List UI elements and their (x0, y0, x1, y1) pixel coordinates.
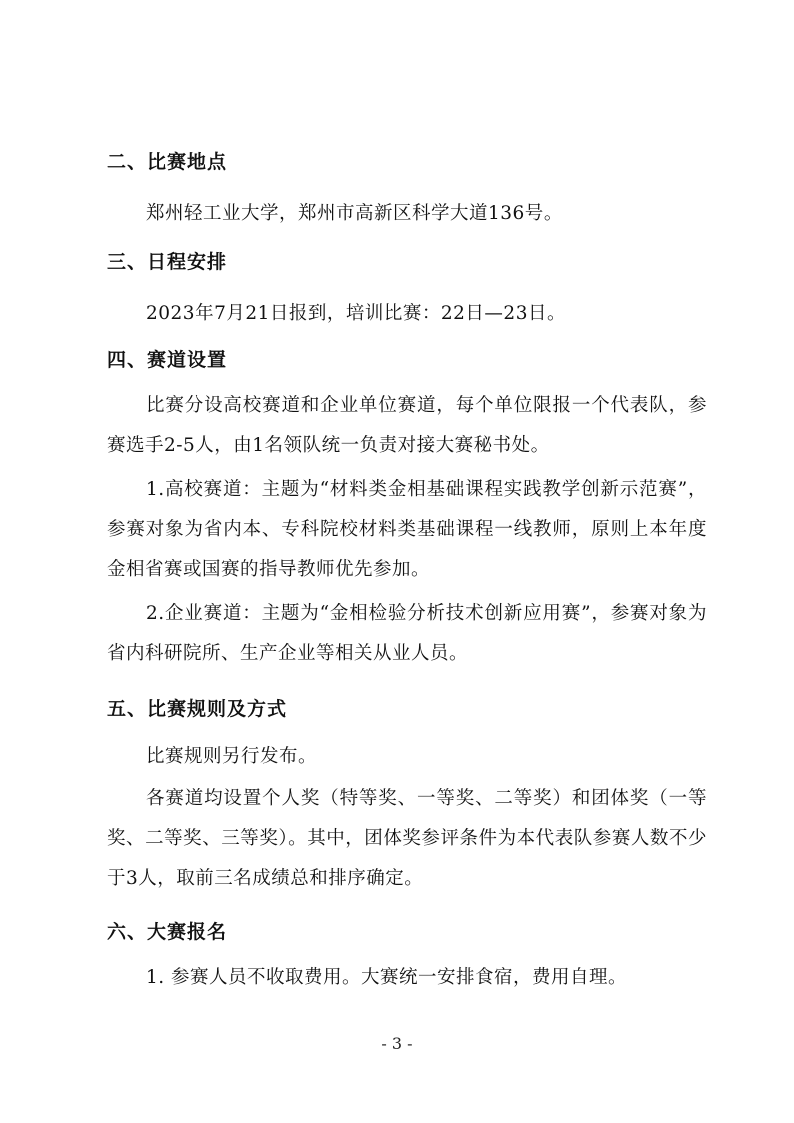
paragraph: 2.企业赛道：主题为“金相检验分析技术创新应用赛”，参赛对象为省内科研院所、生产企业等相关从业人员。 (107, 603, 707, 664)
page-number: - 3 - (381, 1034, 413, 1053)
paragraph: 比赛分设高校赛道和企业单位赛道，每个单位限报一个代表队，参赛选手2-5人，由1名领队统一负责对接大赛秘书处。 (107, 395, 707, 456)
section-venue (107, 148, 707, 234)
section-tracks (107, 346, 707, 674)
section-heading: 四、赛道设置 (107, 349, 228, 371)
paragraph: 2023年7月21日报到，培训比赛：22日—23日。 (146, 303, 566, 324)
paragraph: 各赛道均设置个人奖（特等奖、一等奖、二等奖）和团体奖（一等奖、二等奖、三等奖）。其中，团体奖参评条件为本代表队参赛人数不少于3人，取前三名成绩总和排序确定。 (107, 788, 707, 889)
section-heading: 六、大赛报名 (107, 921, 228, 943)
section-rules (107, 695, 707, 899)
paragraph: 比赛规则另行发布。 (146, 746, 318, 767)
paragraph: 1.高校赛道：主题为“材料类金相基础课程实践教学创新示范赛”，参赛对象为省内本、专科院校材料类基础课程一线教师，原则上本年度金相省赛或国赛的指导教师优先参加。 (107, 479, 707, 580)
section-heading: 五、比赛规则及方式 (107, 698, 288, 720)
section-heading: 二、比赛地点 (107, 151, 228, 173)
section-registration (107, 918, 707, 998)
paragraph: 1. 参赛人员不收取费用。大赛统一安排食宿，费用自理。 (146, 967, 628, 988)
paragraph: 郑州轻工业大学，郑州市高新区科学大道136号。 (146, 203, 563, 224)
section-schedule (107, 248, 707, 334)
section-heading: 三、日程安排 (107, 251, 228, 273)
